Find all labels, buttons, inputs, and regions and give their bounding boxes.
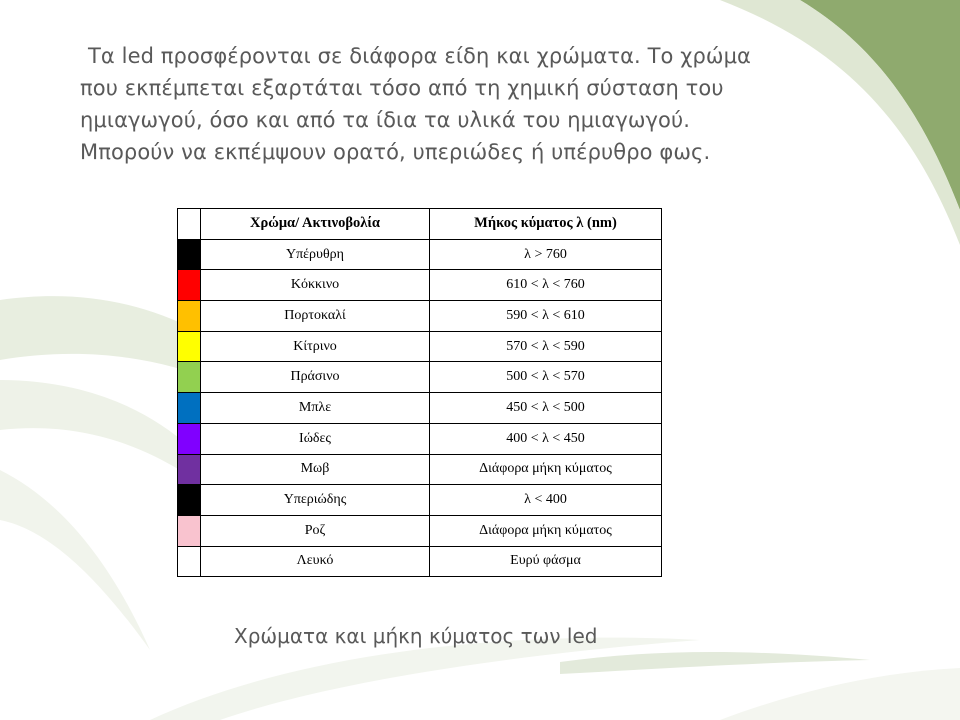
table-row xyxy=(178,515,662,546)
table-row xyxy=(178,239,662,270)
color-swatch xyxy=(178,515,201,546)
wavelength-cell: λ < 400 xyxy=(430,485,662,516)
color-swatch xyxy=(178,485,201,516)
table-row xyxy=(178,546,662,577)
wavelength-cell: 500 < λ < 570 xyxy=(430,362,662,393)
intro-line: Τα led προσφέρονται σε διάφορα είδη και χρώματα. Το χρώμα xyxy=(88,44,751,68)
table-row xyxy=(178,362,662,393)
color-swatch xyxy=(178,239,201,270)
left-pale-swoosh-bottom xyxy=(0,470,150,650)
table-row xyxy=(178,454,662,485)
color-swatch xyxy=(178,270,201,301)
color-name-cell: Ιώδες xyxy=(201,423,430,454)
swatch-header-cell xyxy=(178,209,201,240)
table-row xyxy=(178,393,662,424)
wavelength-cell: Ευρύ φάσμα xyxy=(430,546,662,577)
color-name-cell: Μωβ xyxy=(201,454,430,485)
bottom-faint-swoosh xyxy=(150,638,700,720)
led-color-wavelength-table xyxy=(177,208,662,577)
color-name-cell: Μπλε xyxy=(201,393,430,424)
wavelength-cell: 590 < λ < 610 xyxy=(430,301,662,332)
intro-paragraph xyxy=(80,40,800,168)
color-swatch xyxy=(178,454,201,485)
table-body xyxy=(178,239,662,577)
intro-line: που εκπέμπεται εξαρτάται τόσο από τη χημική σύσταση του xyxy=(80,76,724,100)
wavelength-cell: 450 < λ < 500 xyxy=(430,393,662,424)
wavelength-header-cell: Μήκος κύματος λ (nm) xyxy=(430,209,662,240)
wavelength-cell: 400 < λ < 450 xyxy=(430,423,662,454)
intro-line: ημιαγωγού, όσο και από τα ίδια τα υλικά του ημιαγωγού. xyxy=(80,108,691,132)
intro-line: Μπορούν να εκπέμψουν ορατό, υπεριώδες ή υπέρυθρο φως. xyxy=(80,140,711,164)
color-name-cell: Κόκκινο xyxy=(201,270,430,301)
color-name-cell: Λευκό xyxy=(201,546,430,577)
color-name-cell: Κίτρινο xyxy=(201,331,430,362)
color-swatch xyxy=(178,423,201,454)
color-swatch xyxy=(178,362,201,393)
color-name-cell: Υπέρυθρη xyxy=(201,239,430,270)
color-swatch xyxy=(178,393,201,424)
color-swatch xyxy=(178,301,201,332)
wavelength-cell: 570 < λ < 590 xyxy=(430,331,662,362)
table-caption: Χρώματα και μήκη κύματος των led xyxy=(234,624,598,648)
color-name-cell: Ροζ xyxy=(201,515,430,546)
color-swatch xyxy=(178,546,201,577)
wavelength-cell: 610 < λ < 760 xyxy=(430,270,662,301)
wavelength-cell: λ > 760 xyxy=(430,239,662,270)
color-name-cell: Υπεριώδης xyxy=(201,485,430,516)
table-row xyxy=(178,485,662,516)
table-row xyxy=(178,270,662,301)
color-header-cell: Χρώμα/ Ακτινοβολία xyxy=(201,209,430,240)
table-row xyxy=(178,331,662,362)
bottom-green-streak xyxy=(560,652,870,674)
table-row xyxy=(178,423,662,454)
table-row xyxy=(178,301,662,332)
wavelength-cell: Διάφορα μήκη κύματος xyxy=(430,454,662,485)
color-name-cell: Πορτοκαλί xyxy=(201,301,430,332)
wavelength-cell: Διάφορα μήκη κύματος xyxy=(430,515,662,546)
table-header-row xyxy=(178,209,662,240)
bottom-right-sweep xyxy=(720,668,960,720)
color-swatch xyxy=(178,331,201,362)
color-name-cell: Πράσινο xyxy=(201,362,430,393)
